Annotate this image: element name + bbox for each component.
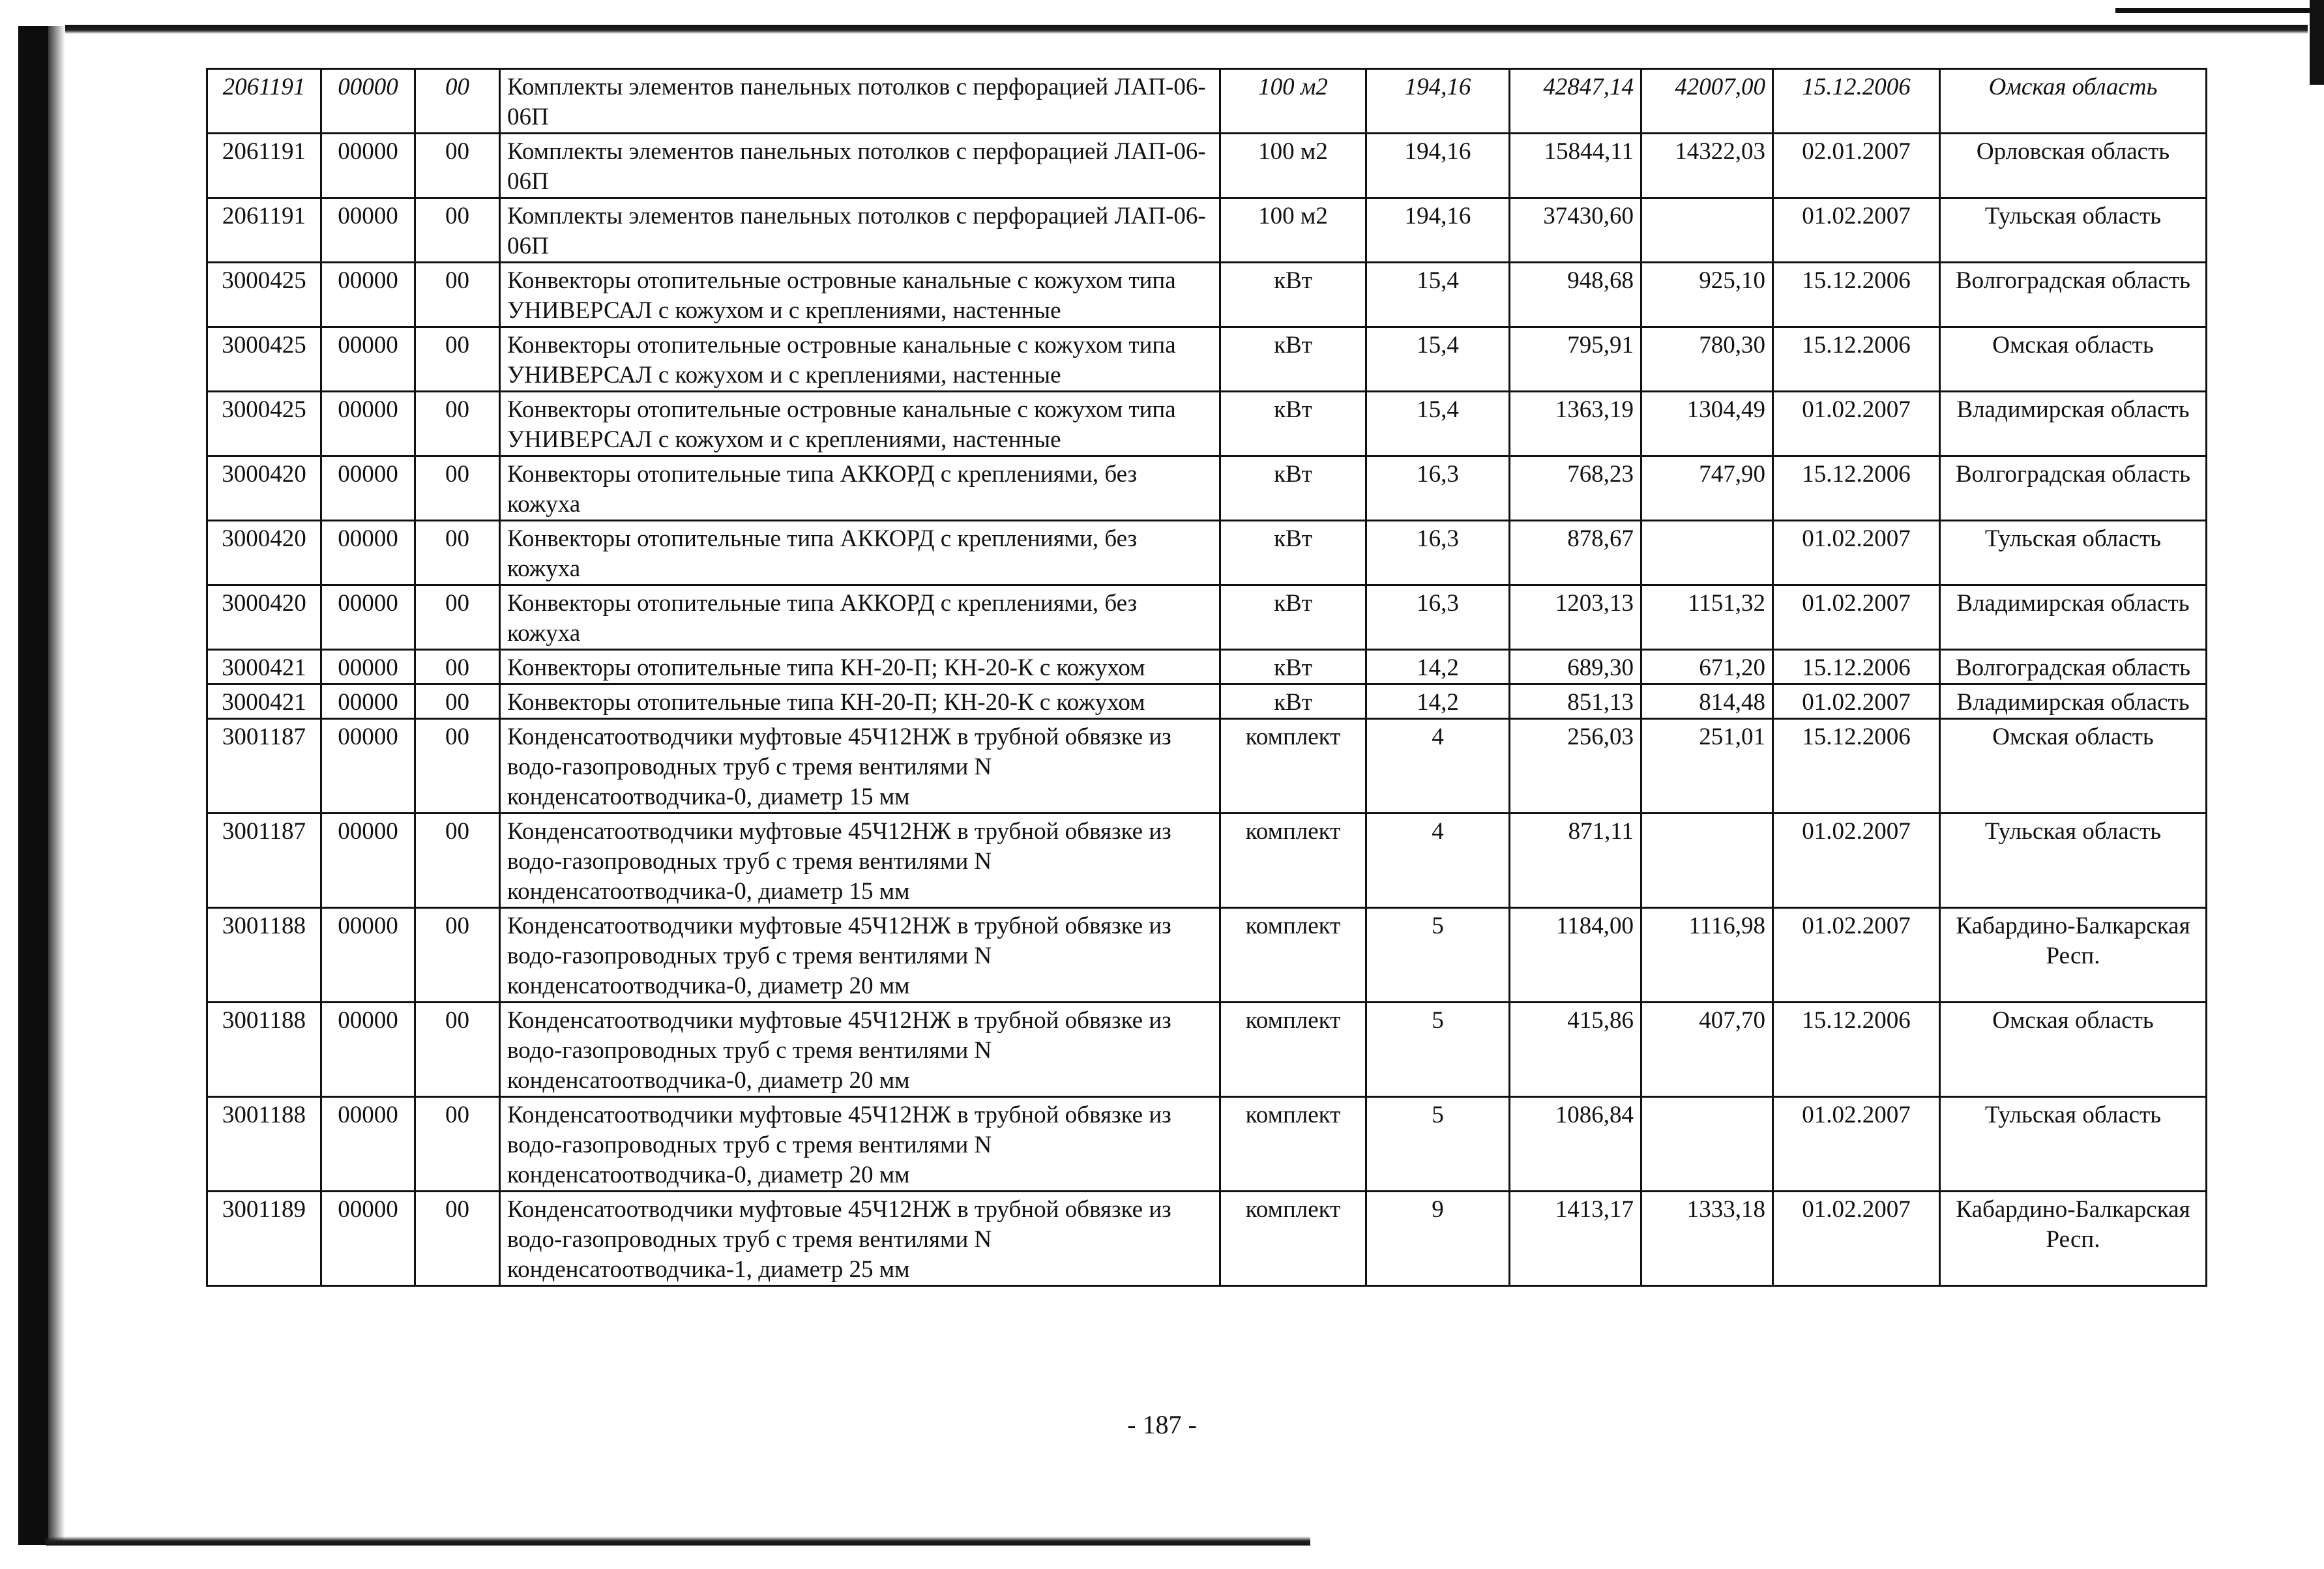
cell-norm: 15,4 [1366,392,1510,456]
cell-unit: комплект [1220,814,1366,908]
cell-subcode-2: 00 [415,719,500,814]
cell-unit: комплект [1220,908,1366,1003]
cell-name: Конвекторы отопительные типа АККОРД с креплениями, без кожуха [500,456,1220,521]
cell-subcode-2: 00 [415,1192,500,1286]
cell-subcode: 00000 [321,263,415,327]
cell-unit: кВт [1220,263,1366,327]
cell-date: 01.02.2007 [1773,198,1940,263]
cell-price-1: 1363,19 [1510,392,1641,456]
cell-norm: 5 [1366,1003,1510,1097]
cell-date: 15.12.2006 [1773,69,1940,134]
scan-edge-left-shadow [48,26,65,1545]
cell-date: 15.12.2006 [1773,456,1940,521]
cell-price-2: 42007,00 [1641,69,1773,134]
cell-region: Омская область [1940,719,2207,814]
cell-price-1: 948,68 [1510,263,1641,327]
cell-subcode: 00000 [321,908,415,1003]
scan-edge-right [2310,0,2324,85]
cell-region: Орловская область [1940,134,2207,198]
cell-region: Кабардино-Балкарская Респ. [1940,1192,2207,1286]
table-row [207,134,2207,198]
cell-norm: 14,2 [1366,650,1510,684]
cell-code: 3001189 [207,1192,321,1286]
cell-price-2: 925,10 [1641,263,1773,327]
price-table [206,68,2207,1287]
cell-region: Тульская область [1940,1097,2207,1192]
cell-unit: комплект [1220,1192,1366,1286]
cell-subcode: 00000 [321,327,415,392]
cell-date: 01.02.2007 [1773,1097,1940,1192]
cell-price-2: 747,90 [1641,456,1773,521]
cell-norm: 16,3 [1366,585,1510,650]
cell-subcode: 00000 [321,1003,415,1097]
cell-subcode-2: 00 [415,814,500,908]
cell-name: Конвекторы отопительные типа КН-20-П; КН-20-К с кожухом [500,650,1220,684]
cell-price-1: 871,11 [1510,814,1641,908]
cell-region: Кабардино-Балкарская Респ. [1940,908,2207,1003]
cell-price-1: 851,13 [1510,684,1641,719]
cell-region: Омская область [1940,69,2207,134]
cell-price-1: 37430,60 [1510,198,1641,263]
cell-price-2: 814,48 [1641,684,1773,719]
cell-region: Владимирская область [1940,585,2207,650]
cell-name: Конвекторы отопительные островные канальные с кожухом типа УНИВЕРСАЛ с кожухом и с креплениями, настенные [500,263,1220,327]
cell-code: 3000425 [207,327,321,392]
cell-name: Комплекты элементов панельных потолков с перфорацией ЛАП-06-06П [500,198,1220,263]
cell-unit: кВт [1220,585,1366,650]
cell-price-1: 1203,13 [1510,585,1641,650]
cell-price-2: 1304,49 [1641,392,1773,456]
cell-unit: комплект [1220,1097,1366,1192]
cell-date: 02.01.2007 [1773,134,1940,198]
cell-date: 15.12.2006 [1773,719,1940,814]
cell-norm: 194,16 [1366,134,1510,198]
table-row [207,650,2207,684]
cell-price-2: 671,20 [1641,650,1773,684]
cell-subcode-2: 00 [415,456,500,521]
cell-price-1: 795,91 [1510,327,1641,392]
cell-code: 2061191 [207,69,321,134]
table-row [207,456,2207,521]
cell-code: 3000421 [207,650,321,684]
cell-unit: кВт [1220,327,1366,392]
table-row [207,1192,2207,1286]
cell-code: 3001188 [207,908,321,1003]
scan-edge-top-right [2115,8,2324,13]
cell-price-2: 1151,32 [1641,585,1773,650]
cell-norm: 14,2 [1366,684,1510,719]
table-row [207,263,2207,327]
cell-date: 01.02.2007 [1773,814,1940,908]
cell-price-2 [1641,198,1773,263]
cell-price-1: 15844,11 [1510,134,1641,198]
cell-subcode-2: 00 [415,263,500,327]
cell-unit: 100 м2 [1220,69,1366,134]
cell-region: Волгоградская область [1940,456,2207,521]
cell-unit: 100 м2 [1220,198,1366,263]
cell-region: Тульская область [1940,814,2207,908]
cell-name: Конвекторы отопительные типа АККОРД с креплениями, без кожуха [500,521,1220,585]
cell-name: Конвекторы отопительные островные канальные с кожухом типа УНИВЕРСАЛ с кожухом и с креплениями, настенные [500,392,1220,456]
cell-subcode-2: 00 [415,585,500,650]
cell-code: 3001188 [207,1003,321,1097]
cell-region: Омская область [1940,1003,2207,1097]
cell-name: Комплекты элементов панельных потолков с перфорацией ЛАП-06-06П [500,134,1220,198]
cell-date: 15.12.2006 [1773,263,1940,327]
table-row [207,585,2207,650]
cell-price-1: 768,23 [1510,456,1641,521]
cell-code: 3000425 [207,392,321,456]
cell-norm: 5 [1366,1097,1510,1192]
cell-region: Владимирская область [1940,392,2207,456]
cell-price-1: 689,30 [1510,650,1641,684]
cell-price-1: 1086,84 [1510,1097,1641,1192]
cell-price-1: 1184,00 [1510,908,1641,1003]
cell-region: Волгоградская область [1940,263,2207,327]
table-row [207,392,2207,456]
cell-date: 15.12.2006 [1773,650,1940,684]
table-row [207,1097,2207,1192]
cell-code: 2061191 [207,134,321,198]
cell-price-2: 14322,03 [1641,134,1773,198]
cell-subcode: 00000 [321,585,415,650]
cell-name: Конвекторы отопительные типа КН-20-П; КН-20-К с кожухом [500,684,1220,719]
cell-subcode: 00000 [321,69,415,134]
cell-price-2 [1641,1097,1773,1192]
cell-unit: кВт [1220,521,1366,585]
cell-subcode-2: 00 [415,69,500,134]
cell-name: Комплекты элементов панельных потолков с перфорацией ЛАП-06-06П [500,69,1220,134]
cell-date: 15.12.2006 [1773,1003,1940,1097]
cell-price-1: 415,86 [1510,1003,1641,1097]
cell-norm: 15,4 [1366,327,1510,392]
cell-code: 3000425 [207,263,321,327]
cell-subcode: 00000 [321,1097,415,1192]
cell-unit: кВт [1220,392,1366,456]
cell-subcode: 00000 [321,134,415,198]
table-row [207,719,2207,814]
cell-name: Конденсатоотводчики муфтовые 45Ч12НЖ в трубной обвязке из водо-газопроводных труб с тремя вентилями N конденсатоотводчика-0, диаметр 15 мм [500,814,1220,908]
cell-unit: комплект [1220,719,1366,814]
cell-date: 01.02.2007 [1773,392,1940,456]
cell-code: 3001188 [207,1097,321,1192]
cell-code: 3000420 [207,456,321,521]
cell-subcode: 00000 [321,198,415,263]
cell-region: Тульская область [1940,198,2207,263]
cell-price-2: 780,30 [1641,327,1773,392]
table-row [207,684,2207,719]
cell-norm: 5 [1366,908,1510,1003]
cell-price-2: 1116,98 [1641,908,1773,1003]
table-row [207,908,2207,1003]
cell-price-2: 251,01 [1641,719,1773,814]
cell-region: Тульская область [1940,521,2207,585]
cell-code: 3001187 [207,814,321,908]
cell-name: Конденсатоотводчики муфтовые 45Ч12НЖ в трубной обвязке из водо-газопроводных труб с тремя вентилями N конденсатоотводчика-0, диаметр 20 мм [500,908,1220,1003]
cell-subcode: 00000 [321,684,415,719]
cell-subcode-2: 00 [415,684,500,719]
cell-region: Волгоградская область [1940,650,2207,684]
page-number: - 187 - [1127,1410,1197,1439]
table-row [207,69,2207,134]
cell-unit: кВт [1220,650,1366,684]
cell-norm: 4 [1366,814,1510,908]
cell-price-1: 42847,14 [1510,69,1641,134]
cell-norm: 9 [1366,1192,1510,1286]
cell-unit: комплект [1220,1003,1366,1097]
cell-unit: кВт [1220,456,1366,521]
cell-price-2 [1641,521,1773,585]
scan-edge-left [18,26,48,1545]
cell-price-1: 256,03 [1510,719,1641,814]
table-body [207,69,2207,1286]
cell-subcode-2: 00 [415,521,500,585]
cell-code: 3000420 [207,585,321,650]
cell-subcode-2: 00 [415,908,500,1003]
cell-subcode: 00000 [321,814,415,908]
cell-region: Омская область [1940,327,2207,392]
cell-date: 15.12.2006 [1773,327,1940,392]
cell-name: Конденсатоотводчики муфтовые 45Ч12НЖ в трубной обвязке из водо-газопроводных труб с тремя вентилями N конденсатоотводчика-0, диаметр 20 мм [500,1003,1220,1097]
scan-edge-top [65,25,2308,34]
cell-price-2: 1333,18 [1641,1192,1773,1286]
cell-subcode: 00000 [321,1192,415,1286]
cell-name: Конвекторы отопительные островные канальные с кожухом типа УНИВЕРСАЛ с кожухом и с креплениями, настенные [500,327,1220,392]
cell-norm: 194,16 [1366,198,1510,263]
cell-date: 01.02.2007 [1773,1192,1940,1286]
cell-date: 01.02.2007 [1773,585,1940,650]
cell-name: Конденсатоотводчики муфтовые 45Ч12НЖ в трубной обвязке из водо-газопроводных труб с тремя вентилями N конденсатоотводчика-0, диаметр 20 мм [500,1097,1220,1192]
cell-subcode: 00000 [321,521,415,585]
cell-name: Конденсатоотводчики муфтовые 45Ч12НЖ в трубной обвязке из водо-газопроводных труб с тремя вентилями N конденсатоотводчика-1, диаметр 25 мм [500,1192,1220,1286]
cell-subcode-2: 00 [415,1097,500,1192]
cell-name: Конвекторы отопительные типа АККОРД с креплениями, без кожуха [500,585,1220,650]
cell-unit: 100 м2 [1220,134,1366,198]
cell-price-1: 1413,17 [1510,1192,1641,1286]
cell-subcode-2: 00 [415,327,500,392]
cell-subcode-2: 00 [415,650,500,684]
cell-name: Конденсатоотводчики муфтовые 45Ч12НЖ в трубной обвязке из водо-газопроводных труб с тремя вентилями N конденсатоотводчика-0, диаметр 15 мм [500,719,1220,814]
cell-region: Владимирская область [1940,684,2207,719]
cell-subcode-2: 00 [415,134,500,198]
cell-code: 3000420 [207,521,321,585]
table-row [207,198,2207,263]
cell-price-2 [1641,814,1773,908]
cell-norm: 16,3 [1366,456,1510,521]
cell-norm: 194,16 [1366,69,1510,134]
table-row [207,814,2207,908]
cell-norm: 16,3 [1366,521,1510,585]
cell-price-2: 407,70 [1641,1003,1773,1097]
cell-subcode-2: 00 [415,1003,500,1097]
cell-subcode: 00000 [321,719,415,814]
table-row [207,327,2207,392]
cell-subcode: 00000 [321,650,415,684]
cell-date: 01.02.2007 [1773,521,1940,585]
cell-norm: 4 [1366,719,1510,814]
cell-subcode-2: 00 [415,392,500,456]
cell-code: 3001187 [207,719,321,814]
cell-price-1: 878,67 [1510,521,1641,585]
cell-subcode: 00000 [321,392,415,456]
cell-norm: 15,4 [1366,263,1510,327]
cell-date: 01.02.2007 [1773,908,1940,1003]
cell-subcode-2: 00 [415,198,500,263]
cell-unit: кВт [1220,684,1366,719]
table-row [207,521,2207,585]
cell-date: 01.02.2007 [1773,684,1940,719]
cell-code: 2061191 [207,198,321,263]
cell-subcode: 00000 [321,456,415,521]
scan-edge-bottom [46,1536,1310,1546]
cell-code: 3000421 [207,684,321,719]
table-row [207,1003,2207,1097]
